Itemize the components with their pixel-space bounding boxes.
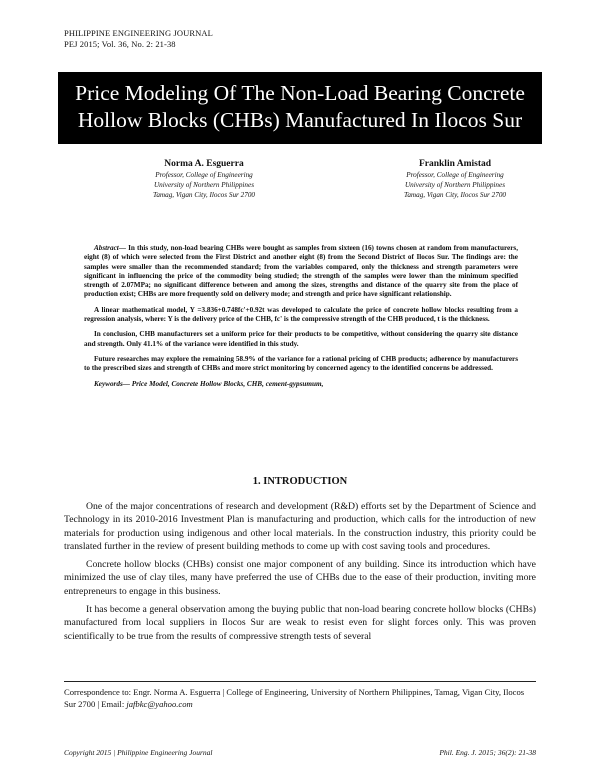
footer-copyright: Copyright 2015 | Philippine Engineering Journal [64,748,213,757]
section-heading: 1. INTRODUCTION [252,476,348,487]
abstract-label: Abstract— [94,244,126,252]
keywords: Keywords— Price Model, Concrete Hollow Blocks, CHB, cement-gypsumum, [94,379,324,388]
correspondence [64,686,536,710]
footer-citation: Phil. Eng. J. 2015; 36(2): 21-38 [439,748,536,757]
introduction-body [64,500,536,648]
intro-paragraph-2: Concrete hollow blocks (CHBs) consist one major component of any building. Since its introduction which have minimized the use of clay tiles, many have preferred the use of CHBs due to the ease of their production, inviting more entrepreneurs to engage in this business. [64,559,536,597]
author-block-1 [119,158,289,200]
journal-name: PHILIPPINE ENGINEERING JOURNAL [64,28,213,38]
paper-title-banner [58,72,542,144]
author-university: University of Northern Philippines [153,181,255,189]
paper-title-line-1: Price Modeling Of The Non-Load Bearing Concrete [75,81,525,105]
author-position: Professor, College of Engineering [155,171,253,179]
abstract-text-1: In this study, non-load bearing CHBs were bought as samples from sixteen (16) towns chosen at random from manufacturers, eight (8) of which were selected from the First District and another eight (8) from the Second District of Ilocos Sur. The findings are: the samples were smaller than the recommended standard; from the variables compared, only the thickness and strength parameters were significant in influencing the price of the commodity being studied; the strength of the samples were lower than the minimum specified strength of 2.07MPa; no significant difference between and among the sizes, strengths and distance of the quarry site from the place of production exist; CHBs are more frequently sold on delivery mode; and strength and price have significant relationship. [84,244,518,299]
intro-paragraph-1: One of the major concentrations of research and development (R&D) efforts set by the Department of Science and Technology in its 2010-2016 Investment Plan is manufacturing and production, which calls for the introduction of new materials for production using indigenous and other local materials. In the construction industry, this priority could be translated further in the review of present building methods to come up with cost saving tools and procedures. [64,501,536,552]
abstract-paragraph-2: A linear mathematical model, Y =3.836+0.748fc'+0.92t was developed to calculate the price of concrete hollow blocks resulting from a regression analysis, where: Y is the delivery price of the CHB, fc' is the compressive strength of the CHB produced, t is the thickness. [84,305,518,324]
author-name: Norma A. Esguerra [164,159,244,169]
journal-issue: PEJ 2015; Vol. 36, No. 2: 21-38 [64,39,176,49]
abstract-paragraph-4: Future researches may explore the remaining 58.9% of the variance for a rational pricing of CHB products; adherence by manufacturers to the prescribed sizes and strength of CHBs and more strict monitoring by concerned agency to the identified concerns be addressed. [84,354,518,373]
footnote-divider [64,681,536,682]
author-position: Professor, College of Engineering [406,171,504,179]
author-name: Franklin Amistad [418,159,492,169]
author-address: Tamag, Vigan City, Ilocos Sur 2700 [403,191,507,199]
abstract-paragraph-3: In conclusion, CHB manufacturers set a uniform price for their products to be competitive, without considering the quarry site distance and strength. Only 41.1% of the variance were identified in this study. [84,330,518,348]
author-university: University of Northern Philippines [404,181,506,189]
journal-header [64,28,213,50]
abstract [84,244,518,395]
correspondence-text: Correspondence to: Engr. Norma A. Esguerra | College of Engineering, University of Northern Philippines, Tamag, Vigan City, Ilocos Sur 2700 | Email: [64,687,525,709]
paper-title-line-2: Hollow Blocks (CHBs) Manufactured In Ilocos Sur [77,108,523,132]
intro-paragraph-3: It has become a general observation among the buying public that non-load bearing concrete hollow blocks (CHBs) manufactured from local suppliers in Ilocos Sur are weak to resist even for slight forces only. This was proven scientifically to be true from the results of compressive strength tests of several [64,604,536,642]
author-block-2 [370,158,540,200]
correspondence-email[interactable]: jafbkc@yahoo.com [126,699,193,709]
author-address: Tamag, Vigan City, Ilocos Sur 2700 [152,191,256,199]
abstract-paragraph-1 [84,244,518,300]
